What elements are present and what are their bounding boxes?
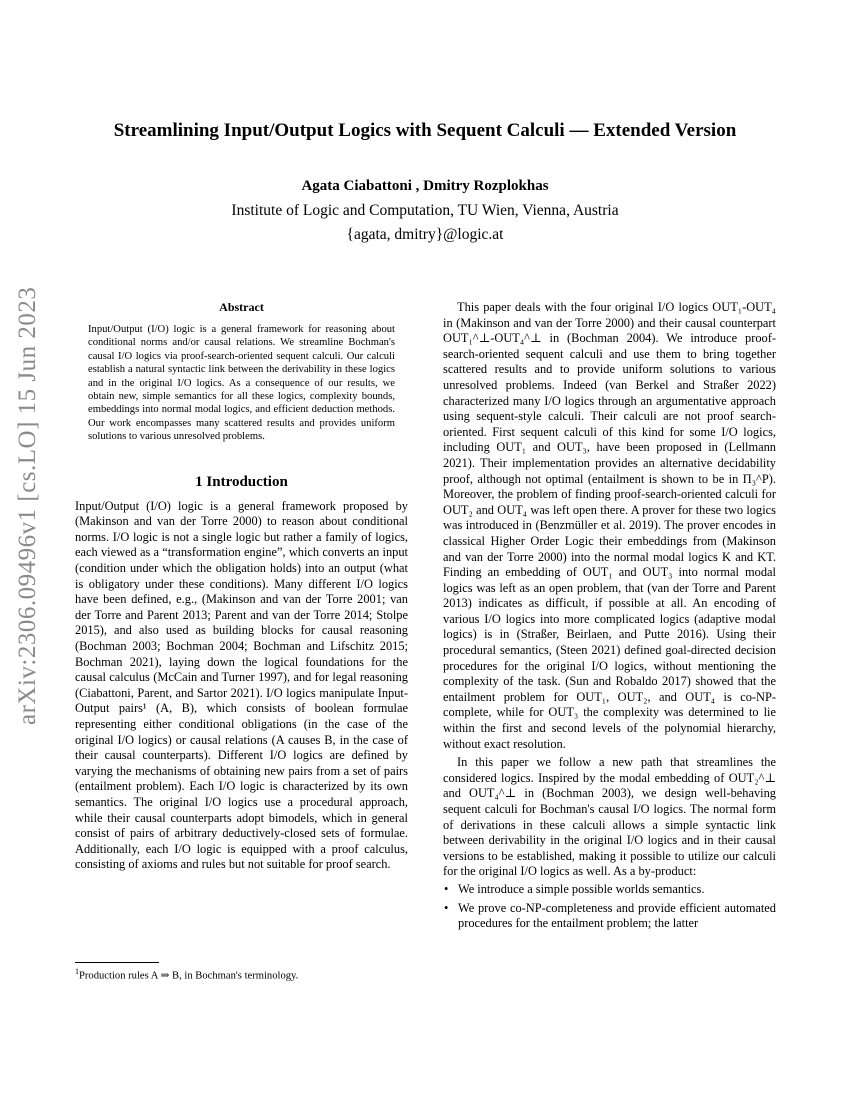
authors: Agata Ciabattoni , Dmitry Rozplokhas: [301, 178, 549, 194]
footnote: [75, 965, 408, 983]
email: {agata, dmitry}@logic.at: [346, 226, 504, 243]
left-column: [75, 300, 408, 873]
intro-paragraph: Input/Output (I/O) logic is a general framework proposed by (Makinson and van der Torre 2000) to reason about conditional norms. I/O logic is not a single logic but rather a family of logics, each viewed as a “transformation engine”, which converts an input (condition under which the obligation holds) into an output (what is obligatory under these conditions). Many different I/O logics have been defined, e.g., (Makinson and van der Torre 2001; van der Torre and Parent 2013; Parent and van der Torre 2014; Stolpe 2015), and also used as building blocks for causal reasoning (Bochman 2003; Bochman 2004; Bochman and Lifschitz 2015; Bochman 2021), laying down the logical foundations for the causal calculus (McCain and Turner 1997), and for legal reasoning (Ciabattoni, Parent, and Sartor 2021). I/O logics manipulate Input-Output pairs¹ (A, B), which consists of boolean formulae representing either conditional obligations (in the case of the original I/O logics) or causal relations (A causes B, in the case of their causal counterparts). Different I/O logics are defined by varying the mechanisms of obtaining new pairs from a set of pairs (entailment problem). Each I/O logic is characterized by its own semantics. The original I/O logics use a procedural approach, while their causal counterparts adopt bimodels, which in general consist of pairs of arbitrary deductively-closed sets of formulae. Additionally, each I/O logic is equipped with a proof calculus, consisting of axioms and rules but not suitable for proof search.: [75, 498, 408, 872]
list-item: • We introduce a simple possible worlds semantics.: [443, 882, 776, 898]
footnote-mark: 1: [75, 967, 79, 976]
affiliation: Institute of Logic and Computation, TU Wien, Vienna, Austria: [231, 202, 619, 219]
paper-title: Streamlining Input/Output Logics with Sequent Calculi — Extended Version: [113, 120, 737, 141]
arxiv-stamp: arXiv:2306.09496v1 [cs.LO] 15 Jun 2023: [14, 286, 41, 725]
footnote-rule: [75, 962, 159, 963]
right-paragraph-2: In this paper we follow a new path that streamlines the considered logics. Inspired by the modal embedding of OUT₂^⊥ and OUT₄^⊥ in (Bochman 2003), we design well-behaving sequent calculi for Bochman's causal I/O logics. The normal form of derivations in these calculi allows a simple syntactic link between derivability in the original I/O logics and in their causal versions to be established, making it possible to utilize our calculi for the original I/O logics as well. As a by-product:: [443, 755, 776, 879]
abstract-heading: Abstract: [219, 300, 264, 314]
intro-heading: 1 Introduction: [195, 473, 288, 490]
abstract-text: Input/Output (I/O) logic is a general framework for reasoning about conditional norms and/or causal relations. We streamline Bochman's causal I/O logics via proof-search-oriented sequent calculi. Our calculi establish a natural syntactic link between the derivability in these logics and in the original I/O logics. As a consequence of our results, we obtain new, simple semantics for all these logics, complexity bounds, embeddings into normal modal logics, and efficient deduction methods. Our work encompasses many scattered results and provides uniform solutions to various unresolved problems.: [88, 324, 395, 443]
footnote-text: Production rules A ⇒ B, in Bochman's terminology.: [79, 970, 299, 982]
contribution-list: [443, 882, 776, 932]
right-column: [443, 300, 776, 935]
right-paragraph-1: This paper deals with the four original I/O logics OUT₁-OUT₄ in (Makinson and van der Torre 2000) and their causal counterpart OUT₁^⊥-OUT₄^⊥ in (Bochman 2004). We introduce proof-search-oriented sequent calculi and use them to bring together scattered results and to provide uniform solutions to various unresolved problems. Indeed (van Berkel and Straßer 2022) characterized many I/O logics through an argumentative approach using sequent-style calculi. Their calculi are not proof search-oriented. First sequent calculi of this kind for some I/O logics, including OUT₁ and OUT₃, have been proposed in (Lellmann 2021). Their implementation provides an alternative decidability proof, although not optimal (entailment is shown to be in Π₃^P). Moreover, the problem of finding proof-search-oriented calculi for OUT₂ and OUT₄ was left open there. A prover for these two logics was introduced in (Benzmüller et al. 2019). The prover encodes in classical Higher Order Logic their embeddings from (Makinson and van der Torre 2000) into the normal modal logics K and KT. Finding an embedding of OUT₁ and OUT₃ into normal modal logics was left as an open problem, that (van der Torre and Parent 2013) indicates as difficult, if possible at all. An encoding of various I/O logics into more complicated logics (adaptive modal logics) is in (Straßer, Beirlaen, and Putte 2016). Using their procedural semantics, (Steen 2021) defined goal-directed decision procedures for the original I/O logics, without mentioning the complexity of the task. (Sun and Robaldo 2017) showed that the entailment problem for OUT₁, OUT₂, and OUT₄ is co-NP-complete, while for OUT₃ the complexity was determined to lie within the first and second levels of the polynomial hierarchy, without exact resolution.: [443, 300, 776, 751]
list-item: • We prove co-NP-completeness and provide efficient automated procedures for the entailment problem; the latter: [443, 901, 776, 932]
